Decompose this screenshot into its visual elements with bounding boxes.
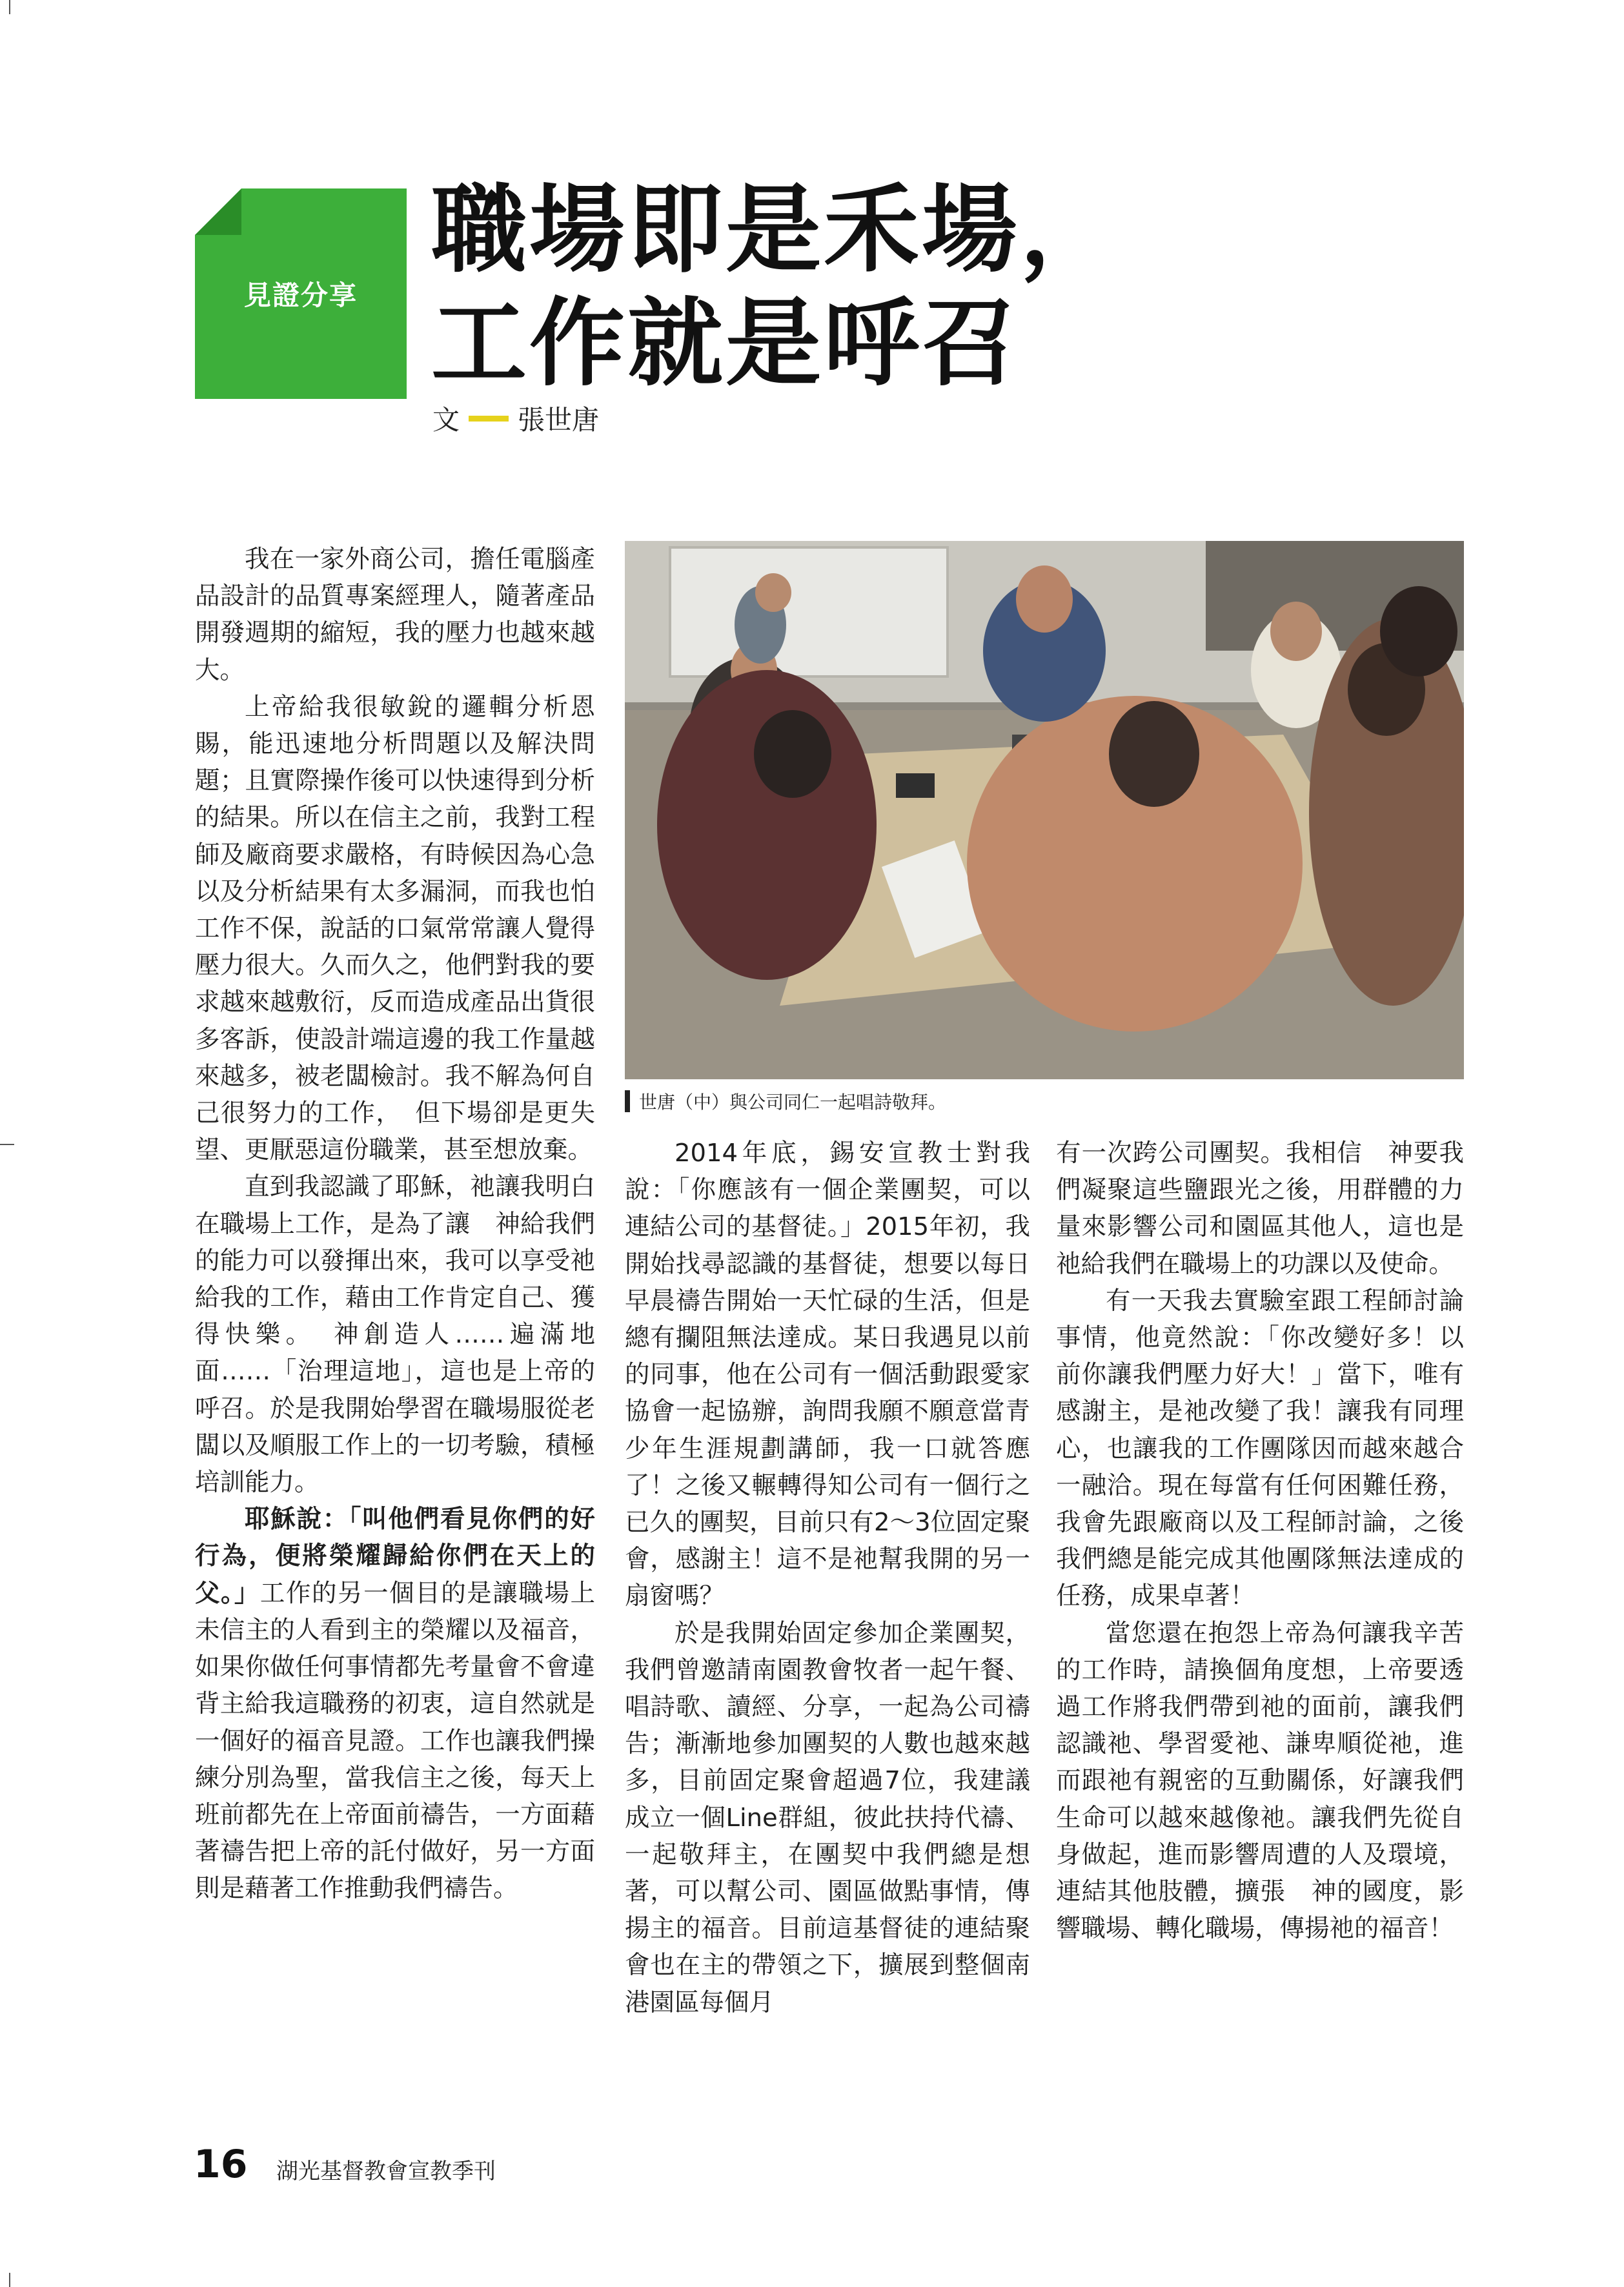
article-column-3: [1056, 1135, 1464, 1947]
section-label: 見證分享: [243, 280, 358, 311]
crop-mark: [0, 1144, 14, 1145]
byline-author: 張世唐: [518, 404, 600, 436]
paragraph: 直到我認識了耶穌，祂讓我明白在職場上工作，是為了讓 神給我們的能力可以發揮出來，我可以享受祂給我的工作，藉由工作肯定自己、獲得快樂。 神創造人……遍滿地面……「治理這地」，這也是上帝的呼召。於是我開始學習在職場服從老闆以及順服工作上的一切考驗，積極培訓能力。: [195, 1172, 595, 1498]
article-column-1: [195, 541, 595, 1907]
section-badge: [195, 188, 407, 399]
byline-dash: [469, 416, 509, 422]
meeting-photo-illustration: [625, 541, 1464, 1079]
publication-title: 湖光基督教會宣教季刊: [276, 2159, 496, 2184]
article-column-2: [625, 1135, 1030, 2021]
paragraph: 於是我開始固定參加企業團契，我們曾邀請南園教會牧者一起午餐、唱詩歌、讀經、分享，一起為公司禱告；漸漸地參加團契的人數也越來越多，目前固定聚會超過7位，我建議成立一個Line群組，彼此扶持代禱、一起敬拜主，在團契中我們總是想著，可以幫公司、園區做點事情，傳揚主的福音。目前這基督徒的連結聚會也在主的帶領之下，擴展到整個南港園區每個月: [625, 1618, 1030, 2017]
meeting-photo: [625, 541, 1464, 1079]
paragraph: 2014年底，錫安宣教士對我說：「你應該有一個企業團契，可以連結公司的基督徒。」2015年初，我開始找尋認識的基督徒，想要以每日早晨禱告開始一天忙碌的生活，但是總有攔阻無法達成。某日我遇見以前的同事，他在公司有一個活動跟愛家協會一起協辦，詢問我願不願意當青少年生涯規劃講師，我一口就答應了！之後又輾轉得知公司有一個行之已久的團契，目前只有2～3位固定聚會，感謝主！這不是祂幫我開的另一扇窗嗎？: [625, 1139, 1030, 1611]
article-title: [431, 173, 1118, 400]
bible-quote: 耶穌說：「叫他們看見你們的好行為，便將榮耀歸給你們在天上的父。」: [195, 1505, 595, 1608]
caption-text: 世唐（中）與公司同仁一起唱詩敬拜。: [639, 1092, 947, 1113]
paragraph: 上帝給我很敏銳的邏輯分析恩賜，能迅速地分析問題以及解決問題；且實際操作後可以快速得到分析的結果。所以在信主之前，我對工程師及廠商要求嚴格，有時候因為心急以及分析結果有太多漏洞，而我也怕工作不保，說話的口氣常常讓人覺得壓力很大。久而久之，他們對我的要求越來越敷衍，反而造成產品出貨很多客訴，使設計端這邊的我工作量越來越多，被老闆檢討。我不解為何自己很努力的工作， 但下場卻是更失望、更厭惡這份職業，甚至想放棄。: [195, 692, 595, 1165]
crop-mark: [9, 2273, 10, 2287]
byline-prefix: 文: [432, 404, 460, 436]
paragraph: [195, 1501, 595, 1907]
byline: [432, 399, 599, 438]
paragraph: 我在一家外商公司，擔任電腦產品設計的品質專案經理人，隨著產品開發週期的縮短，我的壓力也越來越大。: [195, 545, 595, 685]
paragraph: 當您還在抱怨上帝為何讓我辛苦的工作時，請換個角度想，上帝要透過工作將我們帶到祂的面前，讓我們認識祂、學習愛祂、謙卑順從祂，進而跟祂有親密的互動關係，好讓我們生命可以越來越像祂。讓我們先從自身做起，進而影響周遭的人及環境，連結其他肢體，擴張 神的國度，影響職場、轉化職場，傳揚祂的福音！: [1056, 1618, 1464, 1944]
crop-mark: [9, 0, 10, 14]
paragraph: 有一次跨公司團契。我相信 神要我們凝聚這些鹽跟光之後，用群體的力量來影響公司和園區其他人，這也是祂給我們在職場上的功課以及使命。: [1056, 1139, 1464, 1279]
title-line-2: 工作就是呼召: [431, 288, 1020, 399]
paragraph: 有一天我去實驗室跟工程師討論事情，他竟然說：「你改變好多！以前你讓我們壓力好大！」當下，唯有感謝主，是祂改變了我！讓我有同理心，也讓我的工作團隊因而越來越合一融洽。現在每當有任何困難任務，我會先跟廠商以及工程師討論，之後我們總是能完成其他團隊無法達成的任務，成果卓著！: [1056, 1286, 1464, 1611]
page-number: 16: [194, 2142, 248, 2187]
paragraph-text: 工作的另一個目的是讓職場上未信主的人看到主的榮耀以及福音，如果你做任何事情都先考量會不會違背主給我這職務的初衷，這自然就是一個好的福音見證。工作也讓我們操練分別為聖，當我信主之後，每天上班前都先在上帝面前禱告，一方面藉著禱告把上帝的託付做好，另一方面則是藉著工作推動我們禱告。: [195, 1578, 595, 1904]
caption-bar: [625, 1090, 630, 1112]
title-line-1: 職場即是禾場，: [431, 174, 1118, 285]
photo-caption: [625, 1088, 946, 1114]
